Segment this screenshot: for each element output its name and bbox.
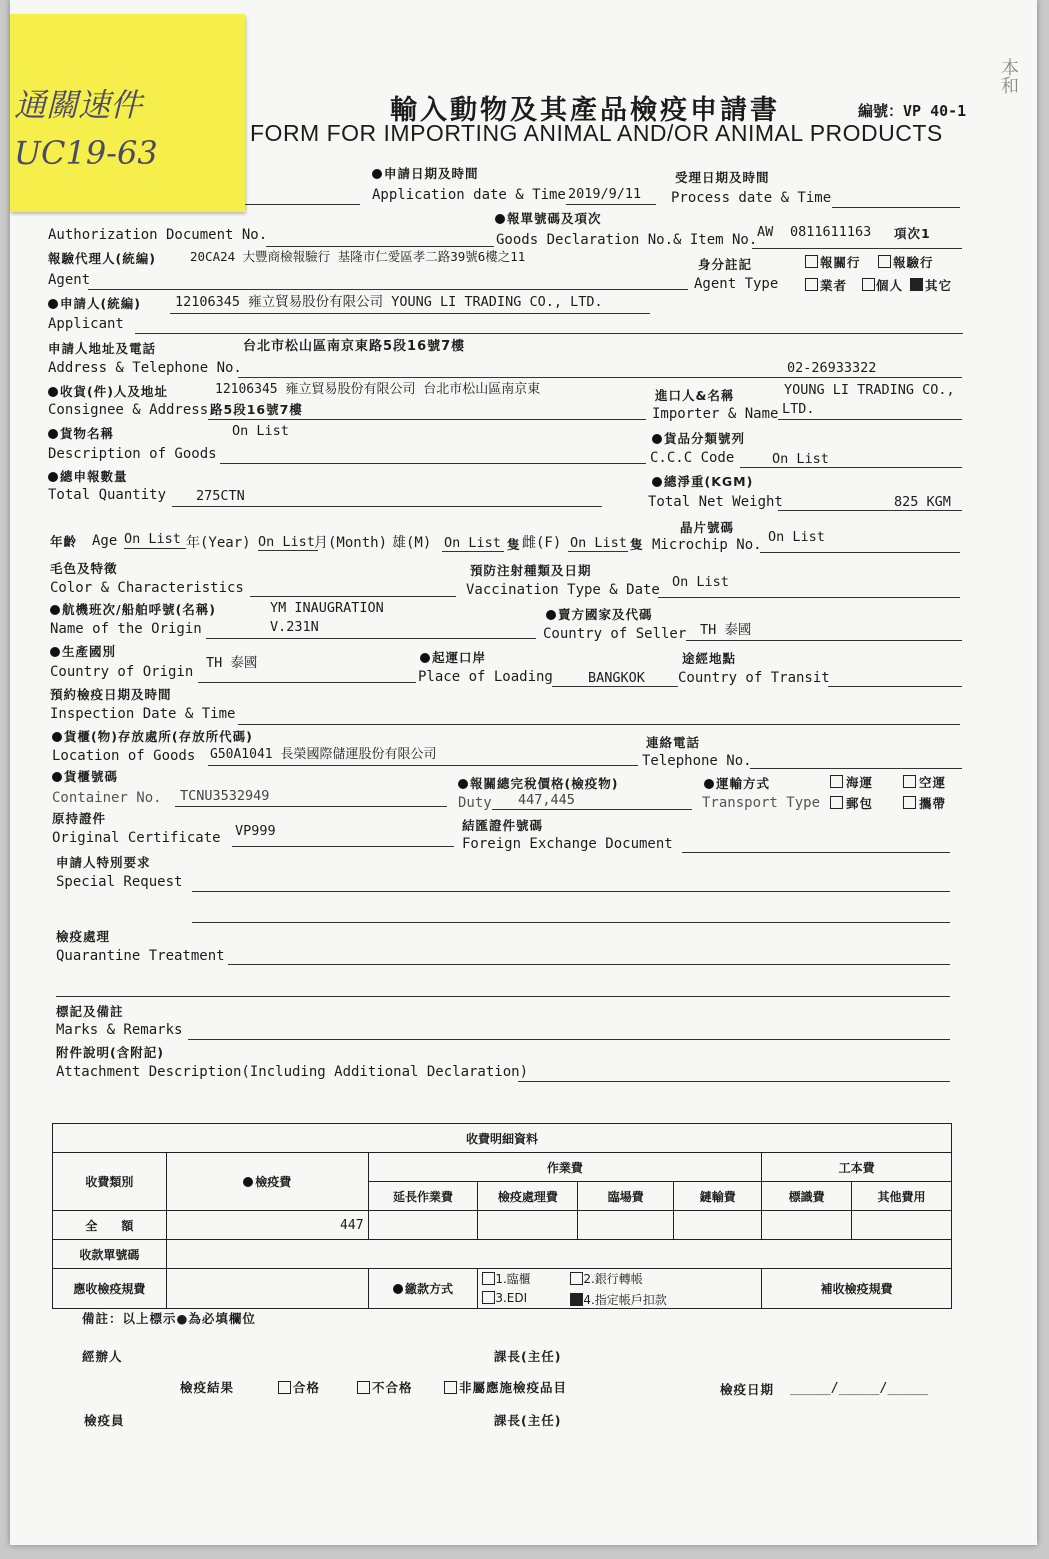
color-line xyxy=(250,596,456,597)
female-value[interactable]: On List xyxy=(570,535,627,551)
required-dot-icon xyxy=(48,472,58,482)
color-label-zh: 毛色及特徵 xyxy=(50,561,118,576)
age-month-value[interactable]: On List xyxy=(258,534,315,550)
ccc-line xyxy=(740,467,962,468)
required-dot-icon xyxy=(420,653,430,663)
transport-option-label: 郵包 xyxy=(846,796,874,811)
insp-date-label: 檢疫日期 xyxy=(720,1382,775,1397)
pay-checkbox[interactable] xyxy=(482,1272,495,1285)
required-dot-icon xyxy=(48,387,58,397)
consignee-value-line1[interactable]: 12106345 雍立貿易股份有限公司 台北市松山區南京東 xyxy=(215,382,541,397)
fee-table-title: 收費明細資料 xyxy=(53,1124,952,1153)
treat-line-1 xyxy=(228,964,950,965)
container-label-en: Container No. xyxy=(52,790,162,806)
address-value[interactable]: 台北市松山區南京東路5段16號7樓 xyxy=(243,339,466,354)
fee-cell[interactable] xyxy=(674,1211,762,1240)
fee-cell[interactable] xyxy=(762,1211,852,1240)
required-dot-icon xyxy=(52,732,62,742)
vacc-line xyxy=(658,597,960,598)
forex-line xyxy=(682,852,950,853)
fee-cell[interactable] xyxy=(368,1211,478,1240)
duty-value[interactable]: 447,445 xyxy=(518,792,575,808)
consignee-line xyxy=(208,419,646,420)
qty-label-en: Total Quantity xyxy=(48,487,167,503)
goods-decl-label-zh: 報單號碼及項次 xyxy=(495,211,602,227)
female-label: 雌(F) xyxy=(522,535,562,551)
agent-type-option-label: 報驗行 xyxy=(893,255,934,270)
male-line xyxy=(442,551,504,552)
address-line xyxy=(238,377,962,378)
weight-value[interactable]: 825 KGM xyxy=(894,494,951,510)
applicant-line-1 xyxy=(170,313,650,314)
title-en: FORM FOR IMPORTING ANIMAL AND/OR ANIMAL PRODUCTS xyxy=(250,120,943,146)
item-number[interactable]: 項次1 xyxy=(894,226,931,241)
goods-decl-number[interactable]: 0811611163 xyxy=(790,224,872,240)
transport-checkbox-post[interactable] xyxy=(830,796,843,809)
vessel-value[interactable]: YM INAUGRATION xyxy=(270,600,384,616)
pay-option-account[interactable]: 4.指定帳戶扣款 xyxy=(570,1291,700,1308)
goods-line xyxy=(220,463,646,464)
consignee-value-line2[interactable]: 路5段16號7樓 xyxy=(210,402,303,417)
required-dot-icon xyxy=(50,647,60,657)
transport-checkbox-sea[interactable] xyxy=(830,775,843,788)
fee-type-header: 收費類別 xyxy=(53,1153,167,1211)
pay-option-counter[interactable]: 1.臨櫃 xyxy=(482,1270,570,1287)
seller-value[interactable]: TH 泰國 xyxy=(700,622,752,638)
agent-type-checkbox-business[interactable] xyxy=(805,278,818,291)
treat-label-zh: 檢疫處理 xyxy=(56,929,111,944)
receipt-cell[interactable] xyxy=(166,1240,951,1269)
treat-line-2 xyxy=(56,996,950,997)
agent-label-zh: 報驗代理人(統編) xyxy=(48,251,156,266)
vacc-label-zh: 預防注射種類及日期 xyxy=(470,563,592,578)
special-line-1 xyxy=(192,891,950,892)
process-date-line xyxy=(832,207,960,208)
result-checkbox-fail[interactable] xyxy=(357,1381,370,1394)
agent-type-option-label: 業者 xyxy=(820,278,848,293)
required-dot-icon xyxy=(243,1177,253,1187)
cost-col-header: 標識費 xyxy=(762,1182,852,1211)
marks-label-en: Marks & Remarks xyxy=(56,1022,183,1038)
tel-line xyxy=(750,768,962,769)
pay-method-label: 繳款方式 xyxy=(368,1269,478,1309)
form-page xyxy=(10,0,1037,1545)
required-dot-icon xyxy=(50,605,60,615)
attach-label-en: Attachment Description(Including Additional Declaration) xyxy=(56,1064,529,1080)
transit-label-zh: 途經地點 xyxy=(682,651,737,666)
agent-type-label-en: Agent Type xyxy=(694,276,779,292)
sticky-note xyxy=(10,14,245,212)
work-col-header: 延長作業費 xyxy=(368,1182,478,1211)
cert-value[interactable]: VP999 xyxy=(235,823,276,839)
goods-label-en: Description of Goods xyxy=(48,446,217,462)
goods-decl-line xyxy=(752,248,962,249)
receivable-cell[interactable] xyxy=(166,1269,368,1309)
cert-line xyxy=(232,846,454,847)
consignee-label-en: Consignee & Address xyxy=(48,402,209,418)
handler-label: 經辦人 xyxy=(82,1349,123,1364)
app-date-value[interactable]: 2019/9/11 xyxy=(568,186,642,202)
transport-option-label: 攜帶 xyxy=(919,796,947,811)
result-option-label: 不合格 xyxy=(372,1380,413,1395)
tel-label-en: Telephone No. xyxy=(642,753,752,769)
consignee-label-zh: 收貨(件)人及地址 xyxy=(48,384,168,400)
insp-date-blank[interactable]: _____/_____/_____ xyxy=(790,1380,929,1396)
process-date-label-en: Process date & Time xyxy=(671,190,832,206)
cost-col-header: 其他費用 xyxy=(852,1182,952,1211)
container-line xyxy=(175,806,447,807)
loading-value[interactable]: BANGKOK xyxy=(588,670,645,686)
inspector-label: 檢疫員 xyxy=(84,1413,125,1428)
agent-line xyxy=(88,289,688,290)
agent-type-checkbox-inspection[interactable] xyxy=(878,255,891,268)
location-label-en: Location of Goods xyxy=(52,748,196,764)
required-dot-icon xyxy=(52,772,62,782)
receipt-label: 收款單號碼 xyxy=(53,1240,167,1269)
fee-cell[interactable] xyxy=(478,1211,578,1240)
ccc-value[interactable]: On List xyxy=(772,451,829,467)
work-fee-header: 作業費 xyxy=(368,1153,762,1182)
special-label-en: Special Request xyxy=(56,874,183,890)
fee-table xyxy=(52,1123,952,1309)
chief-label-1: 課長(主任) xyxy=(494,1349,562,1364)
marks-line xyxy=(188,1039,950,1040)
qty-label-zh: 總申報數量 xyxy=(48,469,128,485)
cert-label-en: Original Certificate xyxy=(52,830,221,846)
auth-doc-label: Authorization Document No. xyxy=(48,227,268,243)
fee-cell[interactable] xyxy=(852,1211,952,1240)
receivable-label: 應收檢疫規費 xyxy=(53,1269,167,1309)
loading-label-zh: 起運口岸 xyxy=(420,650,486,666)
female-pre-label: 隻 xyxy=(507,537,521,552)
result-checkbox-pass[interactable] xyxy=(278,1381,291,1394)
microchip-value[interactable]: On List xyxy=(768,529,825,545)
applicant-line-2 xyxy=(135,333,963,334)
treat-label-en: Quarantine Treatment xyxy=(56,948,225,964)
sticky-note-line1: 通關速件 xyxy=(14,86,143,124)
required-dot-icon xyxy=(48,299,58,309)
agent-type-option-label: 報關行 xyxy=(820,255,861,270)
form-number: 編號：VP 40-1 xyxy=(858,102,967,120)
origin-label-en: Country of Origin xyxy=(50,664,194,680)
loading-line xyxy=(552,686,678,687)
pay-option-transfer[interactable]: 2.銀行轉帳 xyxy=(570,1270,700,1287)
transit-label-en: Country of Transit xyxy=(678,670,830,686)
qty-line xyxy=(172,506,602,507)
insp-label-en: Inspection Date & Time xyxy=(50,706,236,722)
required-dot-icon xyxy=(652,477,662,487)
agent-type-option-label: 個人 xyxy=(876,278,904,293)
forex-label-zh: 結匯證件號碼 xyxy=(462,818,544,833)
applicant-label-zh: 申請人(統編) xyxy=(48,296,141,312)
result-label: 檢疫結果 xyxy=(180,1380,235,1395)
pay-checkbox[interactable] xyxy=(482,1291,495,1304)
required-dot-icon xyxy=(48,429,58,439)
month-label: 月(Month) xyxy=(314,535,388,551)
goods-value[interactable]: On List xyxy=(232,423,289,439)
transport-checkbox-carry[interactable] xyxy=(903,796,916,809)
pay-option-edi[interactable]: 3.EDI xyxy=(482,1291,570,1308)
origin-name-label-en: Name of the Origin xyxy=(50,621,202,637)
amount-value[interactable]: 447 xyxy=(166,1211,368,1240)
ccc-label-en: C.C.C Code xyxy=(650,450,735,466)
agent-type-label-zh: 身分註記 xyxy=(698,257,753,272)
agent-type-checkbox-individual[interactable] xyxy=(862,278,875,291)
side-note: 本和 xyxy=(998,58,1019,94)
pay-checkbox-checked[interactable] xyxy=(570,1293,583,1306)
origin-value[interactable]: TH 泰國 xyxy=(206,655,258,671)
color-label-en: Color & Characteristics xyxy=(50,580,244,596)
process-date-label-zh: 受理日期及時間 xyxy=(675,170,770,185)
location-line xyxy=(208,765,638,766)
importer-line xyxy=(778,419,962,420)
vacc-value[interactable]: On List xyxy=(672,574,729,590)
pay-checkbox[interactable] xyxy=(570,1272,583,1285)
goods-decl-prefix[interactable]: AW xyxy=(757,224,774,240)
seller-label-en: Country of Seller xyxy=(543,626,687,642)
result-checkbox-exempt[interactable] xyxy=(444,1381,457,1394)
auth-doc-line xyxy=(266,246,494,247)
age-year-value[interactable]: On List xyxy=(124,531,181,547)
microchip-label-zh: 晶片號碼 xyxy=(680,520,735,535)
agent-label-en: Agent xyxy=(48,272,91,288)
importer-value-line2[interactable]: LTD. xyxy=(782,401,815,417)
telephone-value[interactable]: 02-26933322 xyxy=(787,360,877,376)
attach-label-zh: 附件說明(含附記) xyxy=(56,1045,164,1060)
year-label: 年(Year) xyxy=(186,535,251,551)
applicant-value[interactable]: 12106345 雍立貿易股份有限公司 YOUNG LI TRADING CO., LTD. xyxy=(175,294,603,310)
male-label: 雄(M) xyxy=(392,535,432,551)
location-label-zh: 貨櫃(物)存放處所(存放所代碼) xyxy=(52,729,253,745)
location-value[interactable]: G50A1041 長榮國際儲運股份有限公司 xyxy=(210,747,437,762)
required-dot-icon xyxy=(546,610,556,620)
loading-label-en: Place of Loading xyxy=(418,669,553,685)
pay-options xyxy=(478,1269,762,1309)
weight-label-en: Total Net Weight xyxy=(648,494,783,510)
cert-label-zh: 原持證件 xyxy=(52,811,107,826)
agent-value[interactable]: 20CA24 大豐商檢報驗行 基隆市仁愛區孝二路39號6樓之11 xyxy=(190,249,526,264)
female-line xyxy=(568,551,628,552)
insp-line xyxy=(238,724,960,725)
importer-label-zh: 進口人&名稱 xyxy=(655,388,735,403)
app-date-label-en: Application date & Time xyxy=(372,187,566,203)
transport-checkbox-air[interactable] xyxy=(903,775,916,788)
agent-type-option-label: 其它 xyxy=(925,278,953,293)
duty-label-zh: 報關總完稅價格(檢疫物) xyxy=(458,776,618,792)
voyage-value[interactable]: V.231N xyxy=(270,619,319,635)
marks-label-zh: 標記及備註 xyxy=(56,1004,124,1019)
microchip-line xyxy=(760,552,960,553)
required-dot-icon xyxy=(393,1284,403,1294)
required-dot-icon xyxy=(458,779,468,789)
transport-label-en: Transport Type xyxy=(702,795,821,811)
importer-label-en: Importer & Name xyxy=(652,406,779,422)
origin-label-zh: 生產國別 xyxy=(50,644,116,660)
cost-fee-header: 工本費 xyxy=(762,1153,952,1182)
weight-line xyxy=(778,510,962,511)
weight-label-zh: 總淨重(KGM) xyxy=(652,474,753,490)
goods-decl-label-en: Goods Declaration No.& Item No. xyxy=(496,232,758,248)
transport-option-label: 海運 xyxy=(846,775,874,790)
female-post-label: 隻 xyxy=(630,537,644,552)
origin-name-label-zh: 航機班次/船舶呼號(名稱) xyxy=(50,602,216,618)
insp-fee-header: 檢疫費 xyxy=(166,1153,368,1211)
work-col-header: 鏈輸費 xyxy=(674,1182,762,1211)
container-value[interactable]: TCNU3532949 xyxy=(180,788,270,804)
chief-label-2: 課長(主任) xyxy=(494,1413,562,1428)
supplement-label: 補收檢疫規費 xyxy=(762,1269,952,1309)
required-dot-icon xyxy=(495,214,505,224)
importer-value-line1[interactable]: YOUNG LI TRADING CO., xyxy=(784,382,955,398)
required-dot-icon xyxy=(652,434,662,444)
transport-option-label: 空運 xyxy=(919,775,947,790)
fee-cell[interactable] xyxy=(578,1211,674,1240)
age-year-line xyxy=(124,548,186,549)
attach-line xyxy=(518,1081,950,1082)
vacc-label-en: Vaccination Type & Date xyxy=(466,582,660,598)
ccc-label-zh: 貨品分類號列 xyxy=(652,431,745,447)
transport-label-zh: 運輸方式 xyxy=(704,776,770,792)
required-dot-icon xyxy=(704,779,714,789)
goods-label-zh: 貨物名稱 xyxy=(48,426,114,442)
insp-label-zh: 預約檢疫日期及時間 xyxy=(50,687,172,702)
age-label-en: Age xyxy=(92,533,118,549)
forex-label-en: Foreign Exchange Document xyxy=(462,836,673,852)
seller-label-zh: 賣方國家及代碼 xyxy=(546,607,653,623)
result-option-label: 非屬應施檢疫品目 xyxy=(459,1380,568,1395)
qty-value[interactable]: 275CTN xyxy=(196,488,245,504)
result-option-label: 合格 xyxy=(293,1380,321,1395)
age-label-zh: 年齡 xyxy=(50,534,78,549)
container-label-zh: 貨櫃號碼 xyxy=(52,769,118,785)
age-month-line xyxy=(258,550,318,551)
applicant-label-en: Applicant xyxy=(48,316,124,332)
special-line-2 xyxy=(192,922,950,923)
special-label-zh: 申請人特別要求 xyxy=(56,855,151,870)
app-date-label-zh: 申請日期及時間 xyxy=(372,166,479,182)
transit-line xyxy=(828,686,962,687)
origin-name-line xyxy=(206,638,536,639)
amount-label: 全 額 xyxy=(53,1211,167,1240)
sticky-note-line2: UC19-63 xyxy=(14,134,158,172)
duty-line xyxy=(492,809,692,810)
address-label-en: Address & Telephone No. xyxy=(48,360,242,376)
microchip-label-en: Microchip No. xyxy=(652,537,762,553)
title-zh: 輸入動物及其產品檢疫申請書 xyxy=(390,95,780,126)
required-dot-icon xyxy=(372,169,382,179)
origin-line xyxy=(198,682,416,683)
seller-line xyxy=(686,640,962,641)
male-value[interactable]: On List xyxy=(444,535,501,551)
agent-type-checkbox-other[interactable] xyxy=(910,278,923,291)
required-note: 備註：以上標示●為必填欄位 xyxy=(82,1311,256,1326)
pre-date-line xyxy=(245,204,360,205)
work-col-header: 檢疫處理費 xyxy=(478,1182,578,1211)
tel-label-zh: 連絡電話 xyxy=(646,735,701,750)
app-date-line xyxy=(566,204,656,205)
agent-type-checkbox-customs[interactable] xyxy=(805,255,818,268)
address-label-zh: 申請人地址及電話 xyxy=(48,341,157,356)
work-col-header: 臨場費 xyxy=(578,1182,674,1211)
duty-label-en: Duty xyxy=(458,795,492,811)
